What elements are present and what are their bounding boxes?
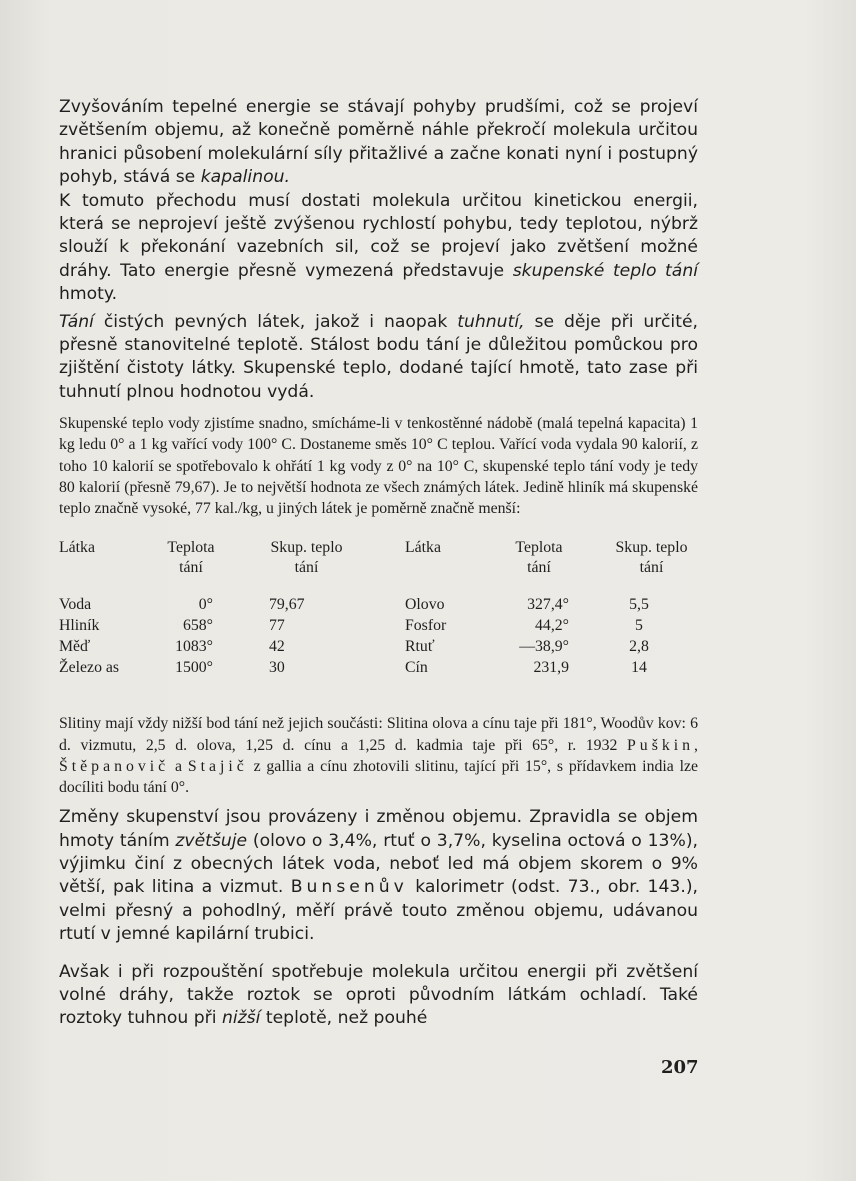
table-header-tani-4: tání <box>639 559 664 577</box>
table-cell-skup: 5 <box>635 617 643 635</box>
paragraph-latent-heat <box>59 190 698 307</box>
table-cell-skup: 5,5 <box>629 596 649 614</box>
table-cell-teplota: 44,2° <box>535 617 569 635</box>
text-run: se děje při určité, přesně stanovitelné teplotě. Stálost bodu tání je důležitou pomůckou pro zjištění čistoty látky. Skupenské teplo, dodané tající hmotě, tato zase při tuhnutí plnou hodnotou vydá. <box>59 311 698 402</box>
page-content <box>59 96 698 1031</box>
text-run: (olovo o 3,4%, rtuť o 3,7%, kyselina octová o 13%), výjimku činí z obecných látek voda, neboť led má objem skorem o 9% větší, pak litina a vizmut. <box>59 830 698 898</box>
table-header-teplota-left: Teplota <box>167 539 215 557</box>
spaced-name-run: Stajič <box>187 757 248 775</box>
text-run: kalorimetr (odst. 73., obr. 143.), velmi přesný a pohodlný, měří právě touto změnou objemu, udávanou rtutí v jemné kapilární trubici. <box>59 877 698 945</box>
table-cell-latka: Rtuť <box>405 638 435 656</box>
text-run: a <box>169 757 188 775</box>
italic-text-run: Tání <box>59 311 94 332</box>
spaced-name-run: Štěpanovič <box>59 757 170 775</box>
text-run: , <box>694 736 698 754</box>
table-cell-latka: Cín <box>405 659 428 677</box>
table-cell-latka: Železo as <box>59 659 120 677</box>
table-header-tani-3: tání <box>527 559 551 577</box>
text-run: teplotě, než pouhé <box>260 1008 428 1029</box>
table-cell-teplota: 1083° <box>175 638 213 656</box>
table-cell-teplota: 1500° <box>175 659 213 677</box>
text-run: Avšak i při rozpouštění spotřebuje molekula určitou energii při zvětšení volné dráhy, takže roztok se oproti původním látkám ochladí. Také roztoky tuhnou při <box>59 961 698 1029</box>
italic-text-run: kapalinou. <box>200 167 290 188</box>
text-run: čistých pevných látek, jakož i naopak <box>93 311 458 332</box>
table-cell-latka: Hliník <box>59 617 100 635</box>
table-header-tani-1: tání <box>179 559 203 577</box>
table-cell-skup: 30 <box>269 659 285 677</box>
page-number: 207 <box>661 1057 699 1078</box>
table-cell-skup: 77 <box>269 617 285 635</box>
table-header-teplota-right: Teplota <box>515 539 563 557</box>
table-cell-teplota: 658° <box>182 617 213 635</box>
paragraph-melting-point <box>59 311 698 405</box>
spaced-name-run: Bunsenův <box>290 877 408 898</box>
italic-text-run: skupenské teplo tání <box>512 260 698 281</box>
table-cell-skup: 79,67 <box>269 596 305 614</box>
paragraph-dissolution <box>59 961 698 1031</box>
text-run: K tomuto přechodu musí dostati molekula určitou kinetickou energii, která se neprojeví ještě zvýšenou rychlostí pohybu, tedy teplotou, nýbrž slouží k překonání vazebních sil, což se projeví jako zvětšení možné dráhy. Tato energie přesně vymezená představuje <box>59 190 698 281</box>
table-cell-teplota: 327,4° <box>527 596 569 614</box>
table-cell-latka: Voda <box>59 596 92 614</box>
paragraph-water-latent-heat <box>59 413 698 519</box>
text-run: hmoty. <box>59 284 118 305</box>
italic-text-run: zvětšuje <box>175 830 248 851</box>
table-header-latka-left: Látka <box>59 539 95 557</box>
table-cell-skup: 14 <box>631 659 647 677</box>
table-cell-skup: 42 <box>269 638 285 656</box>
table-cell-teplota: 231,9 <box>533 659 569 677</box>
table-cell-skup: 2,8 <box>629 638 649 656</box>
table-cell-teplota: —38,9° <box>519 638 569 656</box>
latent-heat-table <box>59 537 698 709</box>
table-header-latka-right: Látka <box>405 539 441 557</box>
paragraph-alloys <box>59 713 698 798</box>
italic-text-run: tuhnutí, <box>457 311 525 332</box>
table-cell-teplota: 0° <box>198 596 213 614</box>
table-cell-latka: Olovo <box>405 596 445 614</box>
table-cell-latka: Fosfor <box>405 617 447 635</box>
text-run: Změny skupenství jsou provázeny i změnou objemu. Zpravidla se objem hmoty táním <box>59 807 698 851</box>
paragraph-volume-change <box>59 806 698 946</box>
spaced-name-run: Puškin <box>627 736 695 754</box>
table-header-skup-left: Skup. teplo <box>270 539 343 557</box>
table-cell-latka: Měď <box>59 638 91 656</box>
text-run: Slitiny mají vždy nižší bod tání než jejich součásti: Slitina olova a cínu taje při 181°, Woodův kov: 6 d. vizmutu, 2,5 d. olova, 1,25 d. cínu a 1,25 d. kadmia taje při 65°, r. 1932 <box>59 715 698 754</box>
italic-text-run: nižší <box>221 1008 261 1029</box>
table-header-skup-right: Skup. teplo <box>615 539 688 557</box>
table-header-tani-2: tání <box>294 559 319 577</box>
text-run: Skupenské teplo vody zjistíme snadno, smícháme-li v tenkostěnné nádobě (malá tepelná kapacita) 1 kg ledu 0° a 1 kg vařící vody 100° C. Dostaneme směs 10° C teplou. Vařící voda vydala 90 kalorií, z toho 10 kalorií se spotřebovalo k ohřátí 1 kg vody z 0° na 10° C, skupenské teplo tání vody je tedy 80 kalorií (přesně 79,67). Je to největší hodnota ze všech známých látek. Jedině hliník má skupenské teplo značně vysoké, 77 kal./kg, u jiných látek je poměrně značně menší: <box>59 415 698 518</box>
paragraph-melting-intro <box>59 96 698 190</box>
text-run: Zvyšováním tepelné energie se stávají pohyby prudšími, což se projeví zvětšením objemu, až konečně poměrně náhle překročí molekula určitou hranici působení molekulární síly přitažlivé a začne konati nyní i postupný pohyb, stává se <box>59 97 698 188</box>
text-run: z gallia a cínu zhotovili slitinu, tající při 15°, s přídavkem india lze docíliti bodu tání 0°. <box>59 757 698 796</box>
